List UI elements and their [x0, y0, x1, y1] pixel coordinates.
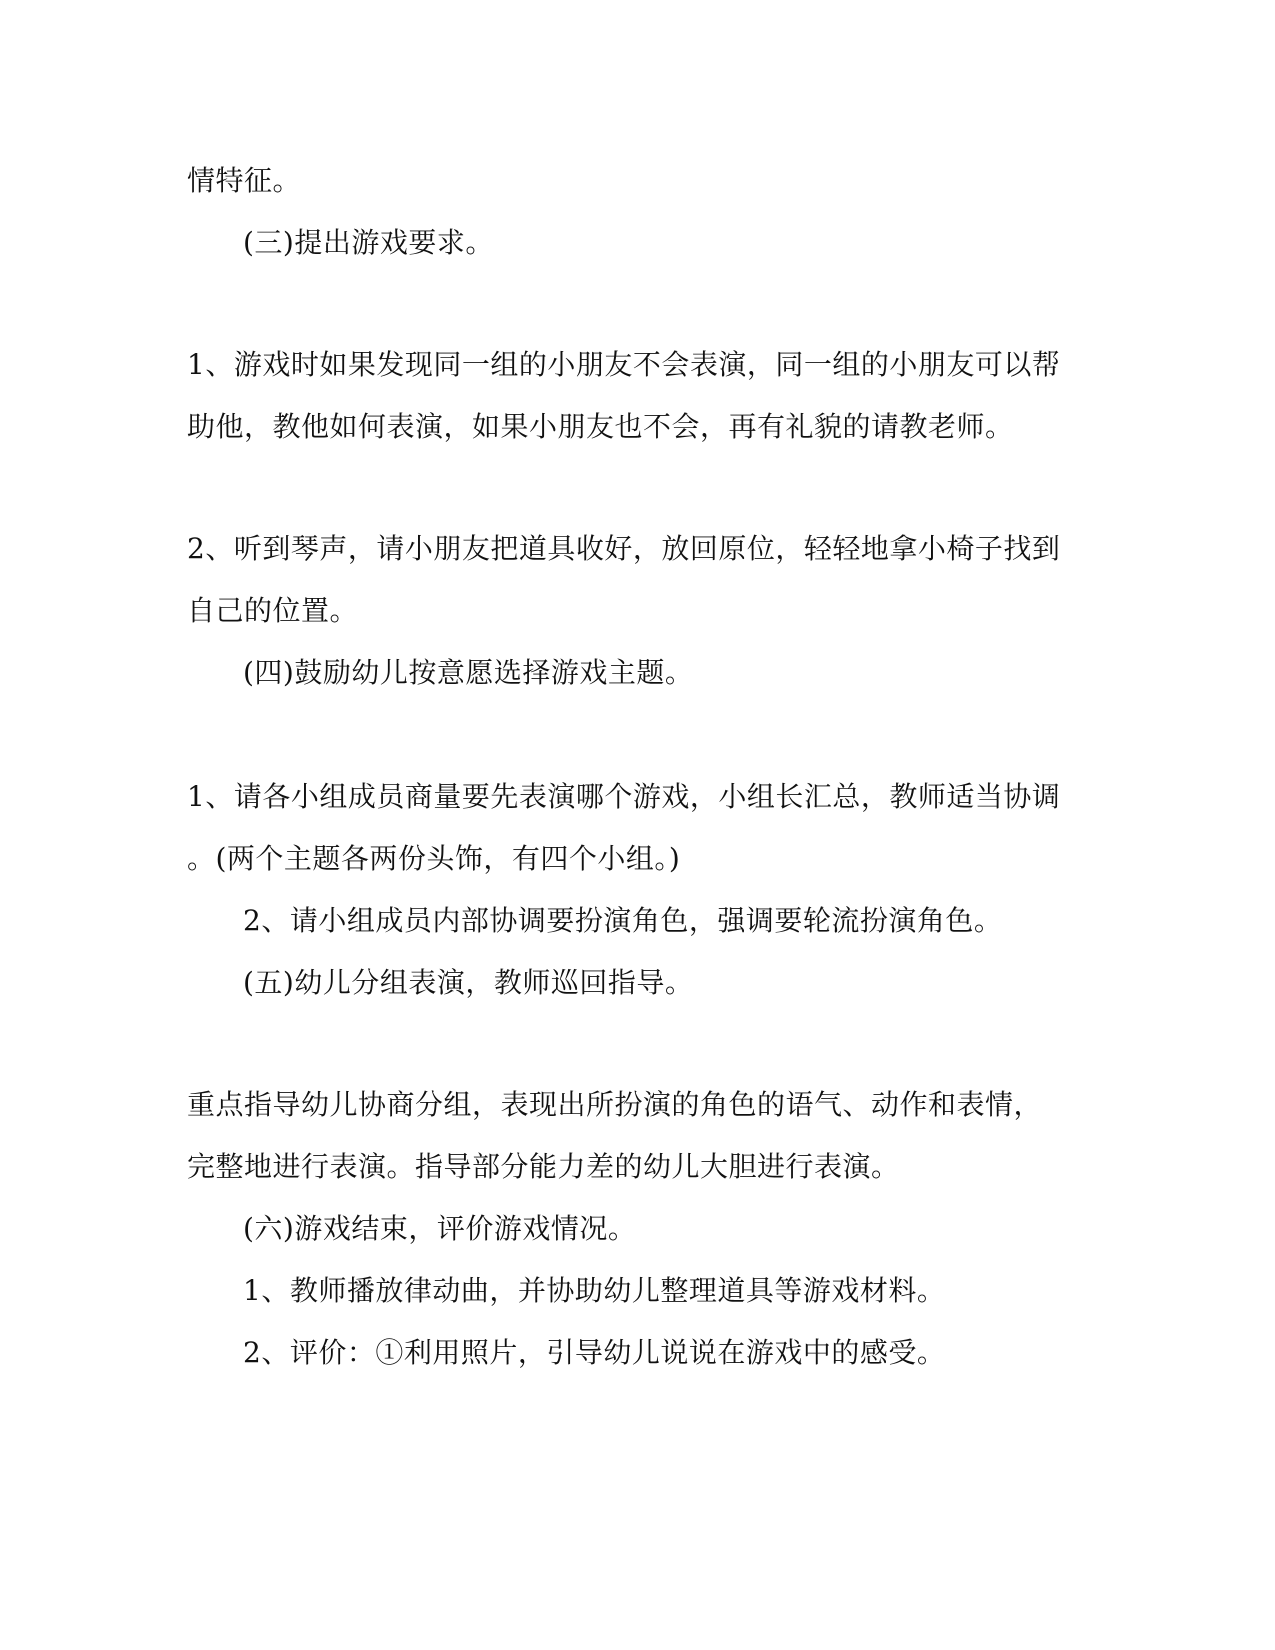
text-line: 1、请各小组成员商量要先表演哪个游戏，小组长汇总，教师适当协调 — [187, 780, 1061, 813]
text-line: 2、评价：①利用照片，引导幼儿说说在游戏中的感受。 — [243, 1336, 946, 1369]
text-line: 1、游戏时如果发现同一组的小朋友不会表演，同一组的小朋友可以帮 — [187, 348, 1061, 381]
section-heading: (六)游戏结束，评价游戏情况。 — [243, 1212, 637, 1245]
section-heading: (四)鼓励幼儿按意愿选择游戏主题。 — [243, 656, 694, 689]
text-line: 1、教师播放律动曲，并协助幼儿整理道具等游戏材料。 — [243, 1274, 946, 1307]
text-line: 自己的位置。 — [187, 594, 359, 627]
text-line: 2、请小组成员内部协调要扮演角色，强调要轮流扮演角色。 — [243, 904, 1003, 937]
text-line: 完整地进行表演。指导部分能力差的幼儿大胆进行表演。 — [187, 1150, 900, 1183]
section-heading: (五)幼儿分组表演，教师巡回指导。 — [243, 966, 694, 999]
text-line: 2、听到琴声，请小朋友把道具收好，放回原位，轻轻地拿小椅子找到 — [187, 532, 1061, 565]
text-line: 。(两个主题各两份头饰，有四个小组。) — [187, 842, 681, 875]
section-heading: (三)提出游戏要求。 — [243, 226, 494, 259]
text-line: 助他，教他如何表演，如果小朋友也不会，再有礼貌的请教老师。 — [187, 410, 1014, 443]
text-line: 情特征。 — [187, 164, 302, 197]
text-line: 重点指导幼儿协商分组，表现出所扮演的角色的语气、动作和表情， — [187, 1088, 1043, 1121]
